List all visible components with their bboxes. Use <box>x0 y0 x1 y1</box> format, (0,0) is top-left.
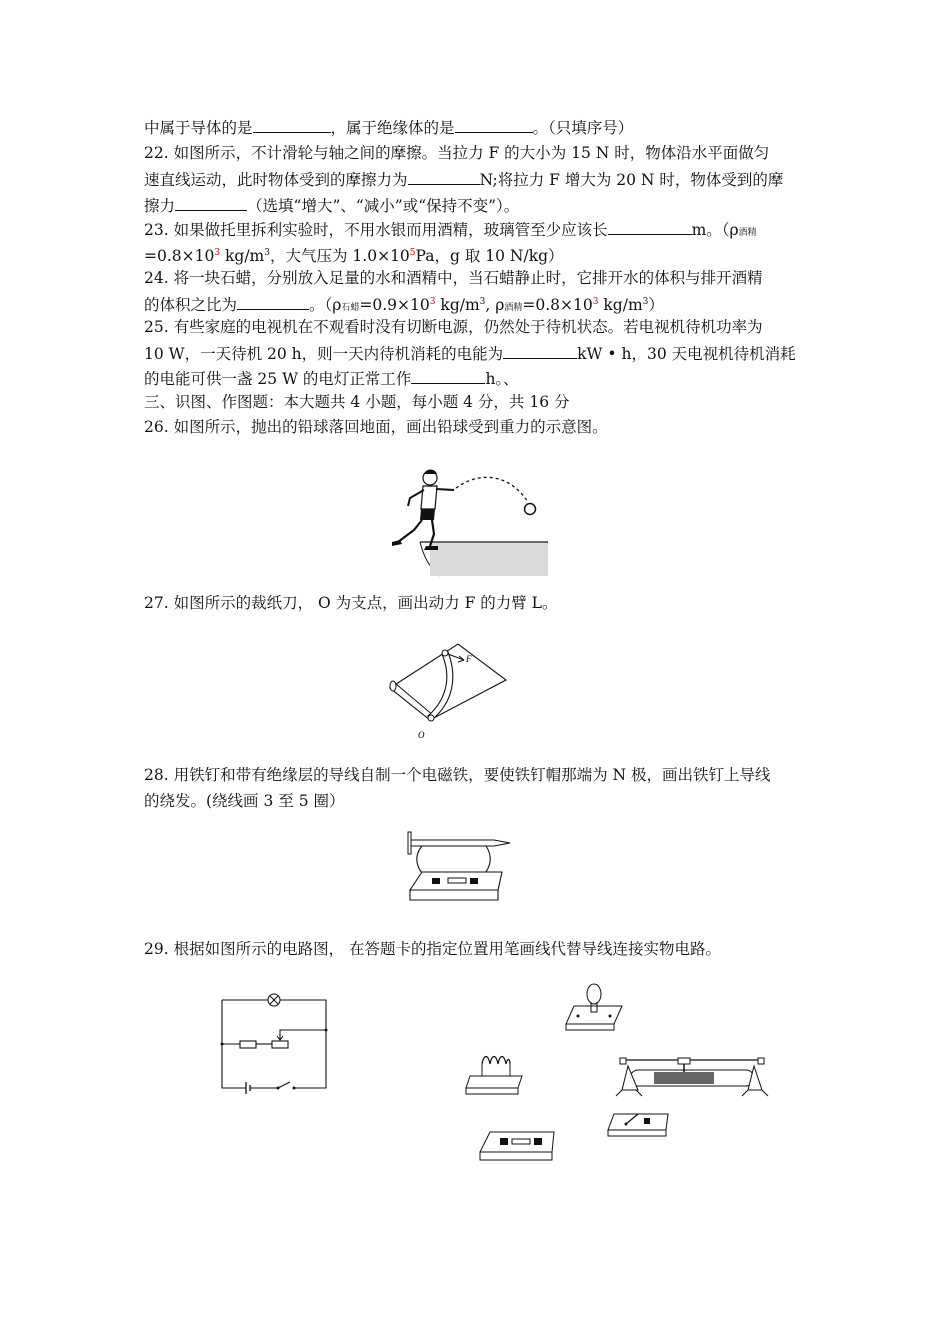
answer-blank[interactable] <box>608 219 692 235</box>
q24-line-2: 的体积之比为 。（ρ石蜡$=0.9\times 10^3$ $kg/m^3$, ρ酒精$=0.8\times 10^3$ $kg/m^3$） <box>144 296 664 315</box>
q25-line-1: 25. 有些家庭的电视机在不观看时没有切断电源，仍然处于待机状态。若电视机待机功率为 <box>144 318 763 336</box>
section-three-heading: 三、识图、作图题：本大题共 4 小题，每小题 4 分，共 16 分 <box>144 393 570 411</box>
answer-blank[interactable] <box>175 195 247 211</box>
q29-text: 29. 根据如图所示的电路图， 在答题卡的指定位置用笔画线代替导线连接实物电路。 <box>144 940 722 958</box>
coil-component <box>466 1057 522 1095</box>
q22-line-1: 22. 如图所示，不计滑轮与轴之间的摩擦。当拉力 F 的大小为 15 N 时，物体沿水平面做匀 <box>144 144 770 162</box>
answer-blank[interactable] <box>455 117 533 133</box>
q28-line-1: 28. 用铁钉和带有绝缘层的导线自制一个电磁铁，要使铁钉帽那端为 N 极，画出铁钉上导线 <box>144 766 771 784</box>
q24-line-1: 24. 将一块石蜡，分别放入足量的水和酒精中，当石蜡静止时，它排开水的体积与排开酒精 <box>144 269 763 287</box>
answer-blank[interactable] <box>503 343 577 359</box>
bulb-component <box>566 984 622 1030</box>
q22-line-3: 擦力 （选填“增大”、“减小”或“保持不变”）。 <box>144 197 520 215</box>
circuit-diagram-figure <box>216 990 332 1094</box>
physical-components-figure <box>462 980 778 1164</box>
cutter-force-label: F <box>466 654 472 664</box>
q25-line-3: 的电能可供一盏 25 W 的电灯正常工作 h。、 <box>144 370 519 388</box>
cutter-pivot-label: O <box>418 730 425 740</box>
answer-blank[interactable] <box>408 169 480 185</box>
answer-blank[interactable] <box>253 117 331 133</box>
q23-line-1: 23. 如果做托里拆利实验时，不用水银而用酒精，玻璃管至少应该长 m。（ρ酒精 <box>144 221 757 239</box>
q23-line-2: $=0.8\times 10^3$ $kg/m^3$，大气压为 $1.0\times 10^5Pa$，g 取 10 N/kg） <box>144 247 564 266</box>
q22-line-2: 速直线运动，此时物体受到的摩擦力为 N;将拉力 F 增大为 20 N 时，物体受到的摩 <box>144 171 784 189</box>
q27-text: 27. 如图所示的裁纸刀， O 为支点，画出动力 F 的力臂 L。 <box>144 594 558 612</box>
rheostat-component <box>616 1058 768 1096</box>
q25-line-2: 10 W，一天待机 20 h，则一天内待机消耗的电能为 kW • h，30 天电视机待机消耗 <box>144 345 796 363</box>
answer-blank[interactable] <box>237 294 309 310</box>
knife-switch-component <box>608 1114 668 1136</box>
paper-cutter-figure <box>388 638 508 742</box>
battery-component <box>480 1132 554 1160</box>
q28-line-2: 的绕发。(绕线画 3 至 5 圈） <box>144 792 345 810</box>
q21-tail: 中属于导体的是 ，属于绝缘体的是 。（只填序号） <box>144 119 634 137</box>
shot-put-figure <box>368 462 548 578</box>
answer-blank[interactable] <box>411 368 485 384</box>
q26-text: 26. 如图所示，抛出的铅球落回地面，画出铅球受到重力的示意图。 <box>144 418 608 436</box>
nail-electromagnet-figure <box>402 828 514 908</box>
